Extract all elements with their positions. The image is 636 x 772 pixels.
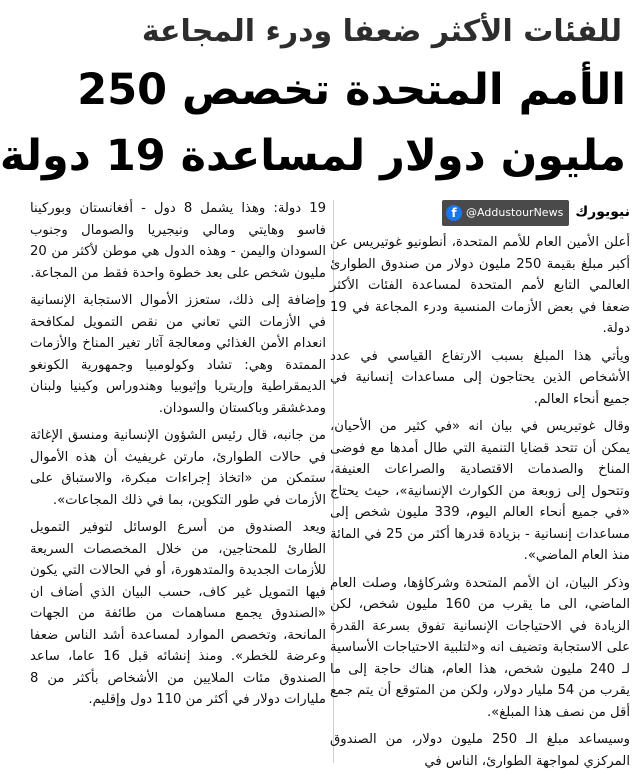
social-handle-text: @AddustourNews <box>466 206 564 220</box>
paragraph: ويعد الصندوق من أسرع الوسائل لتوفير التمويل الطارئ للمحتاجين، من خلال المخصصات السريعة للأزمات الجديدة والمتدهورة، أو في الحالات التي يكون فيها التمويل غير كاف، حسب البيان الذي أضاف ان «الصندوق يجمع مساهمات من طائفة من الجهات المانحة، وتخصص الموارد لمساعدة أشد الناس ضعفا وعرضة للخطر». ومنذ إنشائه قبل 16 عاما، ساعد الصندوق مئات الملايين من الأشخاص بأكثر من 8 مليارات دولار في أكثر من 110 دول وإقليم. <box>30 520 326 707</box>
headline-line-2: مليون دولار لمساعدة 19 دولة <box>0 131 626 181</box>
facebook-icon: f <box>446 205 462 221</box>
paragraph: ويأتي هذا المبلغ بسبب الارتفاع القياسي في عدد الأشخاص الذين يحتاجون إلى مساعدات إنسانية في جميع أنحاء العالم. <box>330 348 630 407</box>
paragraph: وسيساعد مبلغ الـ 250 مليون دولار، من الصندوق المركزي لمواجهة الطوارئ، الناس في <box>330 732 630 769</box>
paragraph: أعلن الأمين العام للأمم المتحدة، أنطونيو غوتيريس عن أكبر مبلغ بقيمة 250 مليون دولار من صندوق الطوارئ العالمي التابع لأمم المتحدة لمساعدة الفئات الأكثر ضعفا في بعض الأزمات المنسية ودرء المجاعة في 19 دولة. <box>330 235 631 336</box>
article-kicker: للفئات الأكثر ضعفا ودرء المجاعة <box>141 14 622 49</box>
paragraph: وقال غوتيريس في بيان انه «في كثير من الأحيان، يمكن أن تتحد قضايا التنمية التي طال أمدها مع فوضى المناخ والصدمات الاقتصادية والصراعات العنيفة، وتتحول إلى زوبعة من الكوارث الإنسانية»، حيث يحتاج «في جميع أنحاء العالم اليوم، 339 مليون شخص إلى مساعدات إنسانية - بزيادة قدرها أكثر من 25 في المائة منذ العام الماضي». <box>330 419 630 563</box>
paragraph: 19 دولة: وهذا يشمل 8 دول - أفغانستان وبوركينا فاسو وهايتي ومالي ونيجيريا والصومال وجنوب السودان واليمن - وهذه الدول هي موطن لأكثر من 20 مليون شخص على بعد خطوة واحدة فقط من المجاعة. <box>30 201 326 281</box>
social-handle-badge[interactable] <box>442 200 569 226</box>
article-column-right <box>330 198 631 769</box>
headline-line-1: الأمم المتحدة تخصص 250 <box>77 65 626 115</box>
article-column-left <box>30 198 326 765</box>
byline <box>330 198 630 228</box>
dateline-city: نيويورك <box>575 204 630 221</box>
paragraph: وإضافة إلى ذلك، ستعزز الأموال الاستجابة الإنسانية في الأزمات التي تعاني من نقص التمويل لمكافحة انعدام الأمن الغذائي ومعالجة آثار تغير المناخ والأزمات الممتدة وهي: تشاد وكولومبيا وجمهورية الكونغو الديمقراطية وإريتريا وإثيوبيا وهندوراس وكينيا ولبنان ومدغشقر وباكستان والسودان. <box>30 293 326 416</box>
paragraph: من جانبه، قال رئيس الشؤون الإنسانية ومنسق الإغاثة في حالات الطوارئ، مارتن غريفيث أن هذه الأموال ستمكن من «اتخاذ إجراءات مبكرة، والاستباق على الأزمات في طور التكوين، بما في ذلك المجاعات». <box>30 428 326 508</box>
paragraph: وذكر البيان، ان الأمم المتحدة وشركاؤها، وصلت العام الماضي، الى ما يقرب من 160 مليون شخص، لكن الزيادة في الاحتياجات الإنسانية تفوق بسرعة القدرة على الاستجابة وتضيف انه و«لتلبية الاحتياجات الأساسية لـ 240 مليون شخص، هذا العام، هناك حاجة إلى ما يقرب من 54 مليار دولار، ولكن من المتوقع أن يتم جمع أقل من نصف هذا المبلغ». <box>330 575 630 720</box>
